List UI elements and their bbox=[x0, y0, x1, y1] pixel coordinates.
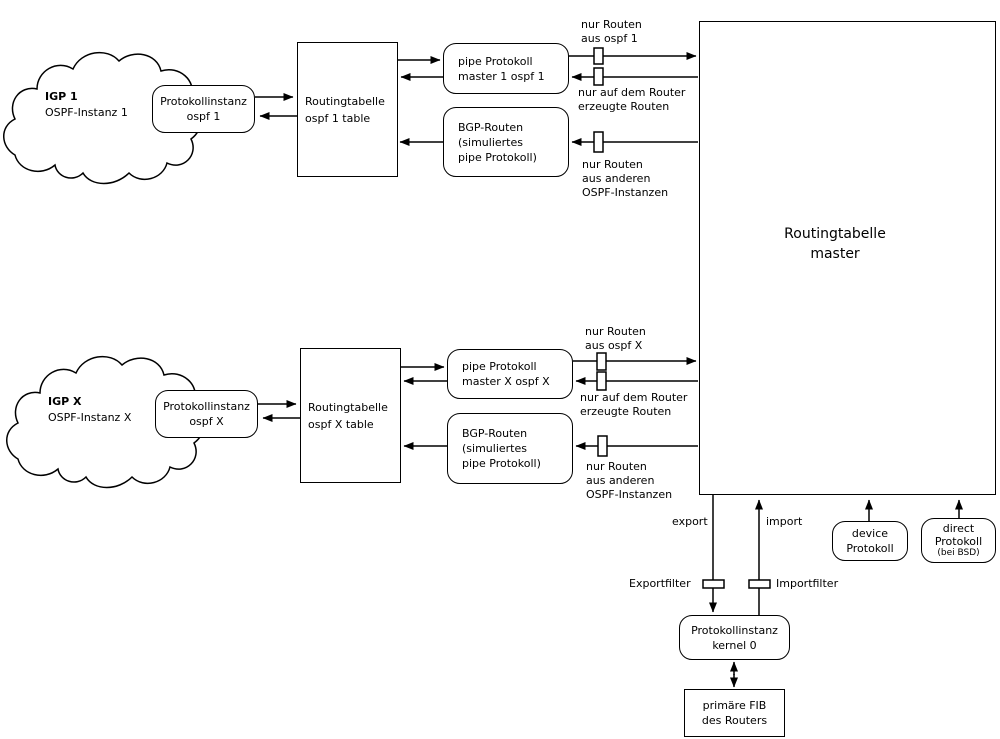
node-label: device bbox=[851, 527, 889, 540]
node-routingtabelle-ospfx bbox=[300, 348, 401, 483]
node-label: Protokollinstanz bbox=[163, 400, 250, 413]
node-label: ospf 1 table bbox=[305, 111, 371, 125]
node-pipe-protokoll-master1 bbox=[443, 43, 569, 94]
cloud-igp1-subtitle: OSPF-Instanz 1 bbox=[45, 106, 128, 119]
node-label: pipe Protokoll bbox=[458, 54, 533, 68]
label-nur-routen-aus-ospfx: nur Routen aus ospf X bbox=[585, 325, 646, 352]
label-andere-ospf-instanzen-1: nur Routen aus anderen OSPF-Instanzen bbox=[582, 158, 669, 199]
node-label: kernel 0 bbox=[712, 638, 757, 652]
node-note: (bei BSD) bbox=[937, 548, 980, 558]
node-label: master 1 ospf 1 bbox=[458, 69, 545, 83]
node-device-protokoll bbox=[832, 521, 908, 561]
node-label: Routingtabelle bbox=[305, 94, 385, 108]
label-importfilter: Importfilter bbox=[776, 577, 839, 590]
filter-mark-pipex-out bbox=[597, 353, 606, 370]
node-label: Protokoll bbox=[934, 535, 983, 548]
filter-mark-pipex-in bbox=[597, 372, 606, 390]
node-protokollinstanz-ospf1 bbox=[152, 85, 255, 133]
cloud-igp1-title: IGP 1 bbox=[45, 90, 78, 103]
node-label: (simuliertes bbox=[462, 442, 527, 455]
node-label: (simuliertes bbox=[458, 135, 523, 149]
node-label: pipe Protokoll) bbox=[462, 457, 541, 470]
node-label: pipe Protokoll) bbox=[458, 150, 537, 164]
node-label: Protokollinstanz bbox=[160, 95, 247, 108]
node-label: ospf X table bbox=[308, 417, 374, 431]
node-label: pipe Protokoll bbox=[462, 360, 537, 373]
node-label: Routingtabelle bbox=[308, 400, 388, 414]
filter-mark-pipe1-in bbox=[594, 68, 603, 85]
node-label: Protokollinstanz bbox=[691, 623, 778, 637]
cloud-igpx-subtitle: OSPF-Instanz X bbox=[48, 411, 132, 424]
label-andere-ospf-instanzen-x: nur Routen aus anderen OSPF-Instanzen bbox=[586, 460, 673, 501]
node-label: BGP-Routen bbox=[462, 427, 528, 440]
node-label: BGP-Routen bbox=[458, 120, 524, 134]
node-label: Protokoll bbox=[846, 542, 894, 555]
node-label: des Routers bbox=[701, 714, 768, 727]
label-export: export bbox=[672, 515, 708, 528]
node-pipe-protokoll-masterx bbox=[447, 349, 573, 399]
node-bgp-routen-1 bbox=[443, 107, 569, 177]
node-label: ospf 1 bbox=[186, 110, 221, 123]
node-routingtabelle-ospf1 bbox=[297, 42, 398, 177]
node-primaere-fib bbox=[684, 689, 785, 737]
node-label: master X ospf X bbox=[462, 375, 550, 388]
cloud-igpx-title: IGP X bbox=[48, 395, 82, 408]
filter-mark-bgpx-in bbox=[598, 436, 607, 456]
label-import: import bbox=[766, 515, 803, 528]
label-exportfilter: Exportfilter bbox=[629, 577, 691, 590]
filter-mark-bgp1-in bbox=[594, 132, 603, 152]
filter-mark-pipe1-out bbox=[594, 48, 603, 64]
node-label: ospf X bbox=[189, 415, 224, 428]
node-label: primäre FIB bbox=[702, 699, 767, 712]
node-protokollinstanz-kernel0 bbox=[679, 615, 790, 660]
node-bgp-routen-x bbox=[447, 413, 573, 484]
label-router-erzeugte-routen-1: nur auf dem Router erzeugte Routen bbox=[578, 86, 686, 113]
filter-mark-export bbox=[703, 580, 724, 588]
master-table-title: Routingtabelle master bbox=[784, 226, 886, 262]
filter-mark-import bbox=[749, 580, 770, 588]
label-nur-routen-aus-ospf1: nur Routen aus ospf 1 bbox=[581, 18, 642, 45]
node-protokollinstanz-ospfx bbox=[155, 390, 258, 438]
node-label: direct bbox=[942, 522, 975, 535]
label-router-erzeugte-routen-x: nur auf dem Router erzeugte Routen bbox=[580, 391, 688, 418]
node-direct-protokoll bbox=[921, 518, 996, 563]
